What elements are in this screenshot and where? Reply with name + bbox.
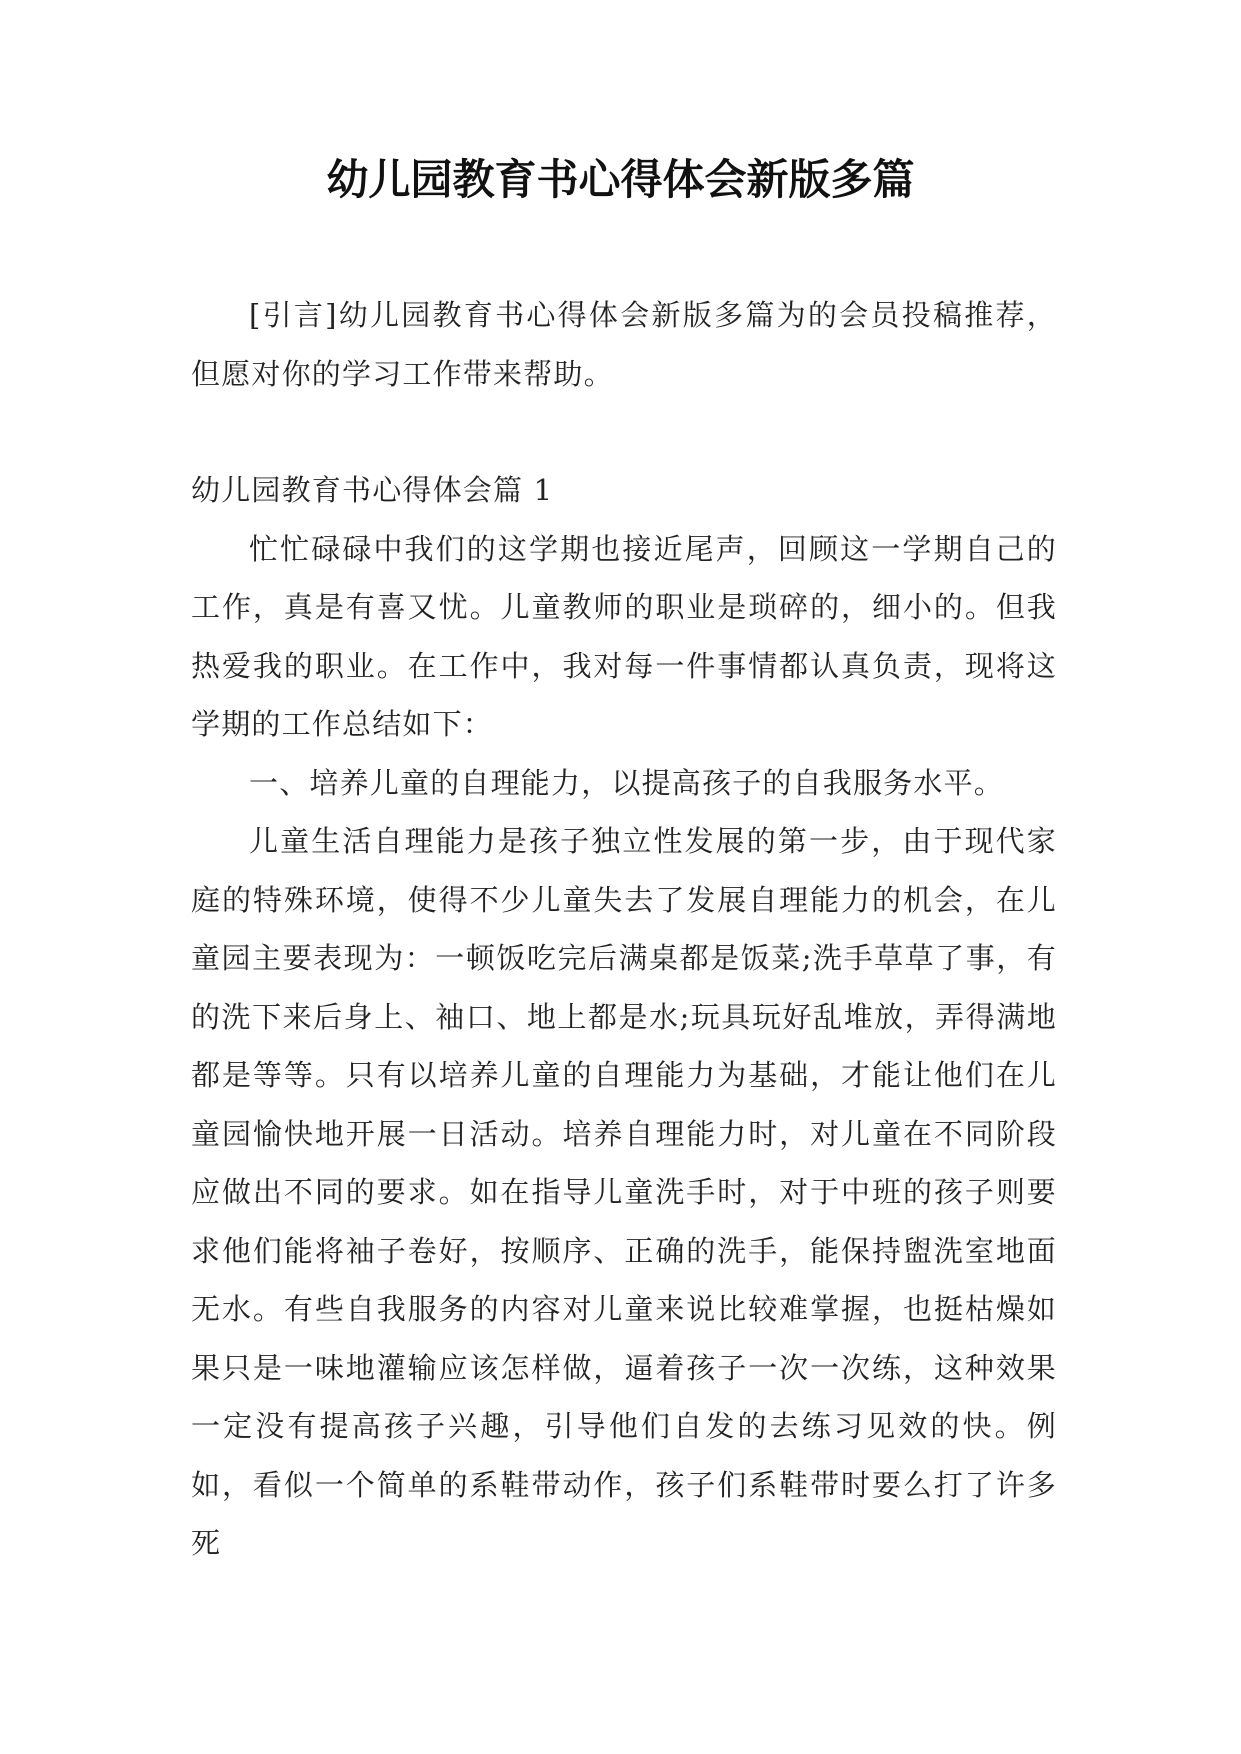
intro-paragraph: [引言]幼儿园教育书心得体会新版多篇为的会员投稿推荐，但愿对你的学习工作带来帮助。 xyxy=(191,298,1057,391)
document-body xyxy=(191,286,1057,1573)
section-heading: 幼儿园教育书心得体会篇 1 xyxy=(191,473,554,507)
body-paragraph: 儿童生活自理能力是孩子独立性发展的第一步，由于现代家庭的特殊环境，使得不少儿童失去了发展自理能力的机会，在儿童园主要表现为：一顿饭吃完后满桌都是饭菜;洗手草草了事，有的洗下来后身上、袖口、地上都是水;玩具玩好乱堆放，弄得满地都是等等。只有以培养儿童的自理能力为基础，才能让他们在儿童园愉快地开展一日活动。培养自理能力时，对儿童在不同阶段应做出不同的要求。如在指导儿童洗手时，对于中班的孩子则要求他们能将袖子卷好，按顺序、正确的洗手，能保持盥洗室地面无水。有些自我服务的内容对儿童来说比较难掌握，也挺枯燥如果只是一味地灌输应该怎样做，逼着孩子一次一次练，这种效果一定没有提高孩子兴趣，引导他们自发的去练习见效的快。例如，看似一个简单的系鞋带动作，孩子们系鞋带时要么打了许多死 xyxy=(191,824,1057,1560)
body-paragraph: 一、培养儿童的自理能力，以提高孩子的自我服务水平。 xyxy=(249,765,1005,800)
body-paragraph: 忙忙碌碌中我们的这学期也接近尾声，回顾这一学期自己的工作，真是有喜又忧。儿童教师的职业是琐碎的，细小的。但我热爱我的职业。在工作中，我对每一件事情都认真负责，现将这学期的工作总结如下： xyxy=(191,531,1057,741)
document-title: 幼儿园教育书心得体会新版多篇 xyxy=(326,155,915,204)
